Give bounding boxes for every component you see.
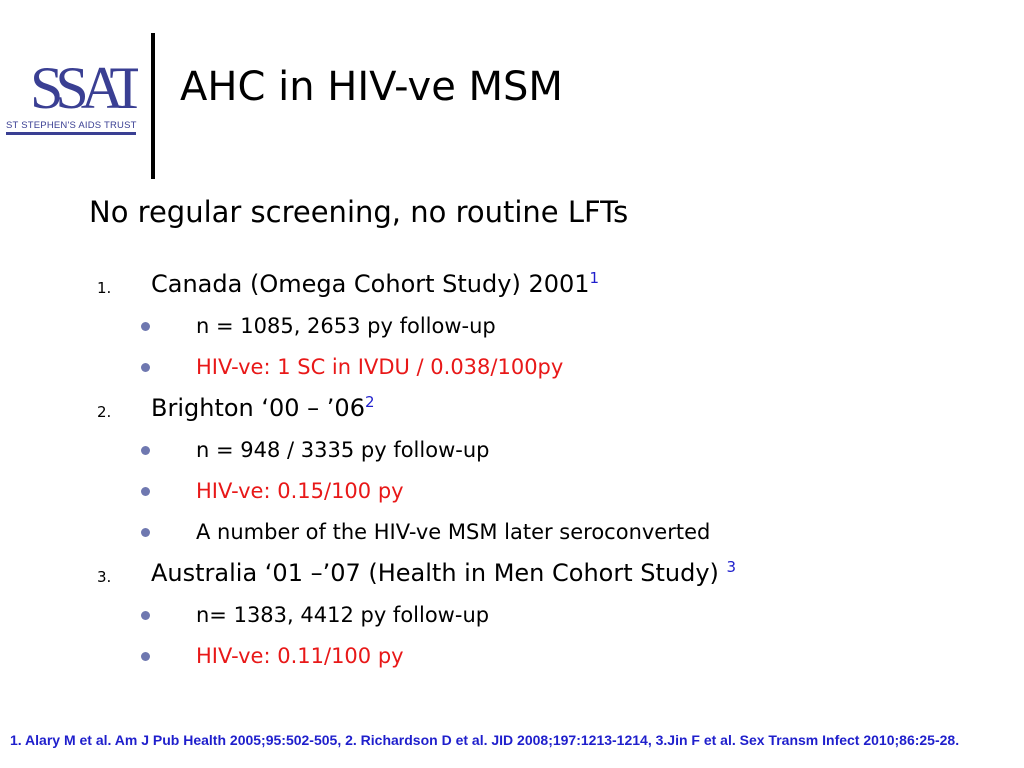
item-number: 3. <box>97 568 112 586</box>
sub-item <box>0 637 1024 678</box>
reference-marker: 2 <box>364 393 375 411</box>
slide-title: AHC in HIV-ve MSM <box>180 64 563 110</box>
item-text: Canada (Omega Cohort Study) 2001$^1$ <box>151 269 600 298</box>
logo-wordmark: SSAT <box>30 58 138 116</box>
sub-item-text: A number of the HIV-ve MSM later seroconverted <box>196 520 711 544</box>
sub-item-text: HIV-ve: 0.11/100 py <box>196 644 404 668</box>
logo-letters <box>30 58 138 116</box>
item-text: Brighton ‘$00 - ’06^2$ <box>151 393 375 422</box>
sub-item-text: n= 1383, 4412 py follow-up <box>196 603 490 627</box>
logo-tagline: ST STEPHEN'S AIDS TRUST <box>6 120 137 131</box>
sub-item-text: n = 948 / 3335 py follow-up <box>196 438 490 462</box>
study-list <box>0 265 1024 678</box>
sub-item-text: HIV-ve: 0.15/100 py <box>196 479 404 503</box>
sub-item <box>0 348 1024 389</box>
reference-marker: 1 <box>589 269 600 287</box>
list-item <box>0 265 1024 307</box>
bullet-icon <box>141 611 150 620</box>
sub-item <box>0 307 1024 348</box>
bullet-icon <box>141 528 150 537</box>
bullet-icon <box>141 487 150 496</box>
sub-item <box>0 596 1024 637</box>
bullet-icon <box>141 363 150 372</box>
references-footnote: 1. Alary M et al. Am J Pub Health 2005;95:502-505, 2. Richardson D et al. JID 2008;197:1213-1214, 3.Jin F et al. Sex Transm Infect 2010;86:25-28. <box>10 732 960 748</box>
sub-item <box>0 431 1024 472</box>
reference-marker: 3 <box>726 558 737 576</box>
slide-subtitle: No regular screening, no routine LFTs <box>89 195 629 229</box>
sub-item <box>0 513 1024 554</box>
item-number: 2. <box>97 403 112 421</box>
title-divider <box>151 33 155 179</box>
sub-item-text: HIV-ve: 1 SC in IVDU / 0.038/100py <box>196 355 564 379</box>
bullet-icon <box>141 446 150 455</box>
sub-item-text: n = 1085, 2653 py follow-up <box>196 314 496 338</box>
list-item <box>0 554 1024 596</box>
ssat-logo <box>2 58 148 138</box>
sub-item <box>0 472 1024 513</box>
item-text: Australia ‘01 –’07 (Health in Men Cohort Study) $^3$ <box>151 558 737 587</box>
logo-underline <box>6 132 136 135</box>
list-item <box>0 389 1024 431</box>
bullet-icon <box>141 322 150 331</box>
bullet-icon <box>141 652 150 661</box>
item-number: 1. <box>97 279 112 297</box>
